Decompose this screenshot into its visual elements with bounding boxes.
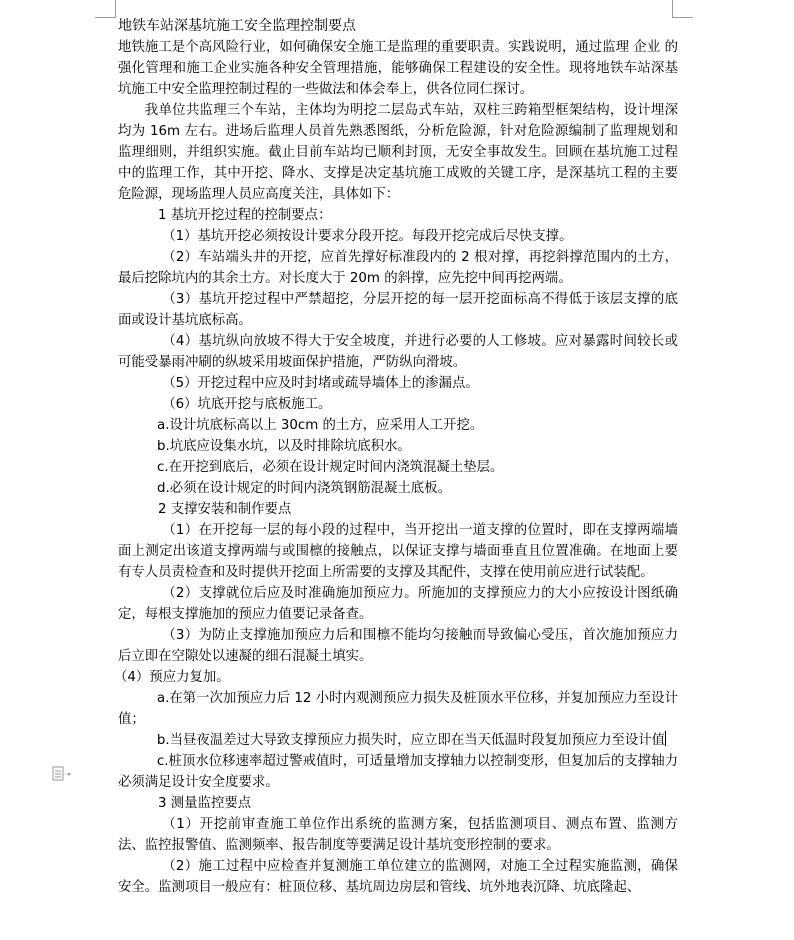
list-item: （1）基坑开挖必须按设计要求分段开挖。每段开挖完成后尽快支撑。 xyxy=(162,229,573,244)
section-heading: 3 测量监控要点 xyxy=(158,796,252,811)
list-item: （2）施工过程中应检查并复测施工单位建立的监测网，对施工全过程实施监测，确保安全。监测项目一般应有：桩顶位移、基坑周边房层和管线、坑外地表沉降、坑底隆起、 xyxy=(118,859,678,895)
list-item-heading: （4）预应力复加。 xyxy=(114,670,230,685)
sub-list-item: a.设计坑底标高以上 30cm 的土方，应采用人工开挖。 xyxy=(157,418,484,433)
intro-paragraph: 地铁施工是个高风险行业，如何确保安全施工是监理的重要职责。实践说明，通过监理 企业 的强化管理和施工企业实施各种安全管理措施，能够确保工程建设的安全性。现将地铁车站深基坑施工中安全监理控制过程的一些做法和体会奉上，供各位同仁探讨。 xyxy=(118,40,678,97)
list-item: （1）开挖前审查施工单位作出系统的监测方案，包括监测项目、测点布置、监测方法、监控报警值、监测频率、报告制度等要满足设计基坑变形控制的要求。 xyxy=(118,817,678,853)
overview-paragraph: 我单位共监理三个车站，主体均为明挖二层岛式车站，双柱三跨箱型框架结构，设计埋深均为 16m 左右。进场后监理人员首先熟悉图纸，分析危险源，针对危险源编制了监理规划和监理细则，并组织实施。截止目前车站均已顺利封顶，无安全事故发生。回顾在基坑施工过程中的监理工作，其中开挖、降水、支撑是决定基坑施工成败的关键工序，是深基坑工程的主要危险源，现场监理人员应高度关注，具体如下： xyxy=(118,103,678,202)
sub-list-item: d.必须在设计规定的时间内浇筑钢筋混凝土底板。 xyxy=(157,481,451,496)
sub-list-item: a.在第一次加预应力后 12 小时内观测预应力损失及桩顶水平位移，并复加预应力至设计值； xyxy=(118,691,678,727)
text-cursor xyxy=(665,731,666,746)
list-item: （1）在开挖每一层的每小段的过程中，当开挖出一道支撑的位置时，即在支撑两端墙面上测定出该道支撑两端与或围檩的接触点，以保证支撑与墙面垂直且位置准确。在地面上要有专人员责检查和及时提供开挖面上所需要的支撑及其配件，支撑在使用前应进行试装配。 xyxy=(118,523,678,580)
list-item: （6）坑底开挖与底板施工。 xyxy=(162,397,332,412)
section-heading: 2 支撑安装和制作要点 xyxy=(158,502,292,517)
page-corner-mark xyxy=(95,0,116,18)
sub-list-item-text: b.当昼夜温差过大导致支撑预应力损失时，应立即在当天低温时段复加预应力至设计值 xyxy=(156,733,666,748)
section-heading: 1 基坑开挖过程的控制要点： xyxy=(158,208,332,223)
sub-list-item: b.坑底应设集水坑，以及时排除坑底积水。 xyxy=(157,439,411,454)
list-item: （2）支撑就位后应及时准确施加预应力。所施加的支撑预应力的大小应按设计图纸确定，每根支撑施加的预应力值要记录备查。 xyxy=(118,586,678,622)
list-item: （5）开挖过程中应及时封堵或疏导墙体上的渗漏点。 xyxy=(162,376,479,391)
list-item: （3）为防止支撑施加预应力后和围檩不能均匀接触而导致偏心受压，首次施加预应力后立即在空隙处以速凝的细石混凝土填实。 xyxy=(118,628,678,664)
sub-list-item: c.桩顶水位移速率超过警戒值时，可适量增加支撑轴力以控制变形，但复加后的支撑轴力必须满足设计安全度要求。 xyxy=(118,754,678,790)
list-item: （4）基坑纵向放坡不得大于安全坡度，并进行必要的人工修坡。应对暴露时间较长或可能受暴雨冲刷的纵坡采用坡面保护措施，严防纵向滑坡。 xyxy=(118,334,678,370)
list-item: （2）车站端头井的开挖，应首先撑好标准段内的 2 根对撑，再挖斜撑范围内的土方，最后挖除坑内的其余土方。对长度大于 20m 的斜撑，应先挖中间再挖两端。 xyxy=(118,250,678,286)
sub-list-item: c.在开挖到底后，必须在设计规定时间内浇筑混凝土垫层。 xyxy=(157,460,504,475)
list-item: （3）基坑开挖过程中严禁超挖，分层开挖的每一层开挖面标高不得低于该层支撑的底面或设计基坑底标高。 xyxy=(118,292,678,328)
document-body[interactable] xyxy=(114,16,678,898)
sub-list-item xyxy=(118,730,678,751)
document-icon[interactable] xyxy=(52,766,78,784)
document-title: 地铁车站深基坑施工安全监理控制要点 xyxy=(118,18,356,34)
